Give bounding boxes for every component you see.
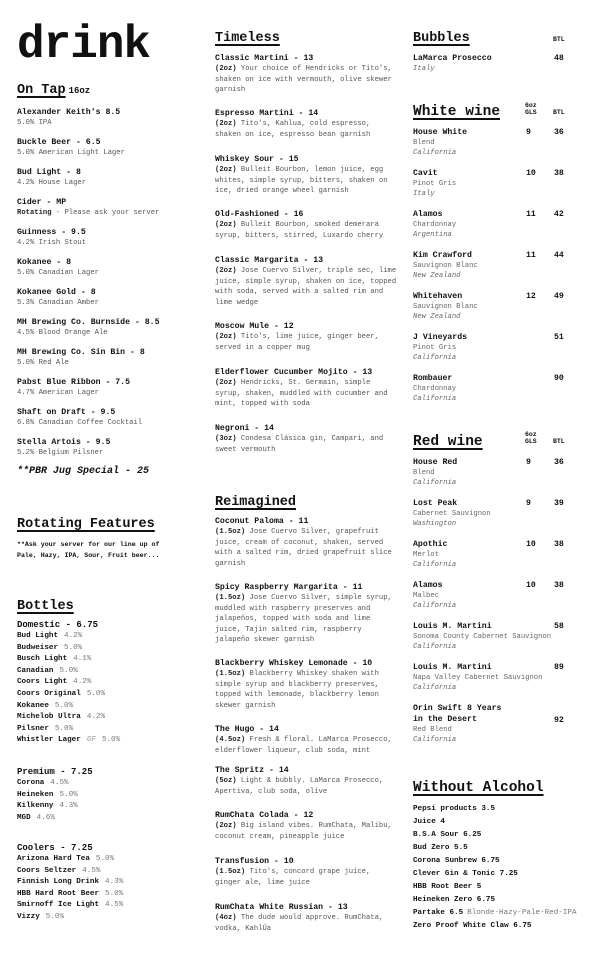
cocktail-name: Coconut Paloma - 11 [215,517,309,526]
tap-item-desc: 4.2% House Lager [17,179,87,187]
gls-column-label: 6oz GLS [525,431,537,445]
cocktail-name: The Hugo - 14 [215,725,279,734]
cocktail-desc: (2oz) Bulleit Bourbon, smoked demerara syrup, bitters, stirred, Luxardo cherry [215,221,384,240]
btl-price: 44 [554,251,564,260]
tap-item-desc: 4.2% Irish Stout [17,239,87,247]
wine-item: Louis M. Martini Napa Valley Cabernet Sauvignon California [413,663,543,692]
cocktail-name: Old-Fashioned - 16 [215,210,304,219]
tap-item-desc: 5.0% Canadian Lager [17,269,99,277]
tap-item-name: Pabst Blue Ribbon - 7.5 [17,378,131,387]
gluten-free-badge: GF [86,736,96,745]
red-wine-title: Red wine [413,434,483,450]
wine-item: Alamos Malbec California [413,581,457,610]
cocktail-desc: (4.5oz) Fresh & floral. LaMarca Prosecco, elderflower liqueur, club soda, mint [215,736,392,755]
tap-item-name: Kokanee Gold - 8 [17,288,96,297]
without-alcohol-header [413,778,544,796]
cocktail-item [215,902,400,934]
tap-item-desc [17,208,159,219]
rotating-header [17,514,155,532]
cocktail-item [215,658,400,711]
tap-item-name: Stella Artois - 9.5 [17,438,111,447]
bottle-item: Bud Light 4.2% [17,632,83,640]
tap-item-name: Cider - MP [17,198,67,207]
tap-item-name: Guinness - 9.5 [17,228,86,237]
tap-item-desc: 5.3% Canadian Amber [17,299,99,307]
cocktail-desc: (2oz) Jose Cuervo Silver, triple sec, lime juice, simple syrup, shaken on ice, topped with soda, served with a salted rim and lime wedge [215,267,397,307]
cocktail-item [215,321,400,353]
cocktail-desc: (2oz) Tito's, lime juice, ginger beer, served in a copper mug [215,333,379,352]
bottles-title: Bottles [17,599,74,614]
tap-item-desc: 5.0% American Light Lager [17,149,125,157]
on-tap-item [17,137,125,159]
cocktail-item [215,765,400,797]
btl-column-label: BTL [553,438,565,445]
rotating-title: Rotating Features [17,517,155,532]
cocktail-name: Blackberry Whiskey Lemonade - 10 [215,659,373,668]
cocktail-desc: (3oz) Condesa Clásica gin, Campari, and sweet vermouth [215,435,384,454]
tap-item-desc: 4.7% American Lager [17,389,99,397]
cocktail-name: The Spritz - 14 [215,766,289,775]
reimagined-title: Reimagined [215,495,297,510]
btl-price: 90 [554,374,564,383]
cocktail-name: Classic Martini - 13 [215,54,314,63]
bottle-item: Canadian 5.0% [17,666,78,675]
tap-item-name: Buckle Beer - 6.5 [17,138,101,147]
bottle-item: Arizona Hard Tea 5.0% [17,855,115,863]
tap-item-name: Shaft on Draft - 9.5 [17,408,116,417]
cocktail-name: Whiskey Sour - 15 [215,155,299,164]
na-item: B.S.A Sour 6.25 [413,831,482,839]
gls-column-label: 6oz GLS [525,102,537,116]
reimagined-header [215,492,296,510]
gls-price: 11 [526,251,536,260]
without-alcohol-title: Without Alcohol [413,780,544,796]
bottle-group-premium [17,766,93,824]
cocktail-desc: (1.5oz) Jose Cuervo Silver, simple syrup, muddled with raspberry preserves and jalapeños, topped with soda and lime juice, Tajin salted rim, raspberry jalapeño skewer garnish [215,594,392,644]
na-item: Clever Gin & Tonic 7.25 [413,870,518,878]
tap-item-desc-rest: - Please ask your server [51,209,160,217]
na-item: Juice 4 [413,818,445,826]
na-item: Partake 6.5 Blonde-Hazy-Pale-Red-IPA [413,909,577,917]
cocktail-item [215,856,400,888]
cocktail-item [215,53,400,96]
btl-column-label: BTL [553,109,565,116]
bubbles-header [413,28,470,46]
white-wine-title: White wine [413,104,501,120]
tap-item-name: MH Brewing Co. Sin Bin - 8 [17,348,145,357]
cocktail-item [215,209,400,241]
tap-item-desc: 6.8% Canadian Coffee Cocktail [17,419,143,427]
btl-price: 89 [554,663,564,672]
cocktail-item [215,582,400,646]
btl-price: 58 [554,622,564,631]
pbr-jug-special: **PBR Jug Special - 25 [17,466,150,477]
cocktail-desc: (2oz) Bulleit Bourbon, lemon juice, egg whites, simple syrup, bitters, shaken on ice, dried orange wheel garnish [215,166,388,195]
on-tap-item [17,407,142,429]
cocktail-desc: (2oz) Big island vibes. RumChata, Malibu, coconut cream, pineapple juice [215,822,392,841]
bottle-item: Heineken 5.0% [17,790,78,799]
cocktail-name: RumChata White Russian - 13 [215,903,348,912]
on-tap-size: 16oz [68,86,91,96]
wine-item: Alamos Chardonnay Argentina [413,210,457,239]
tap-item-desc: 5.0% IPA [17,119,52,127]
cocktail-desc: (1.5oz) Blackberry Whiskey shaken with simple syrup and blackberry preserves, topped with lemonade, blackberry lemon skewer garnish [215,670,379,710]
cocktail-item [215,423,400,455]
bottle-item: Finnish Long Drink 4.3% [17,878,124,887]
btl-price: 92 [554,716,564,725]
bottle-item: Budweiser 5.0% [17,643,83,652]
bottle-item: HBB Hard Root Beer 5.0% [17,889,124,898]
btl-price: 49 [554,292,564,301]
wine-item: Whitehaven Sauvignon Blanc New Zealand [413,292,478,321]
bottle-group-coolers [17,842,123,924]
bottle-item: Kilkenny 4.3% [17,802,78,811]
cocktail-desc: (2oz) Your choice of Hendricks or Tito's, shaken on ice with vermouth, olive skewer garnish [215,65,392,94]
tap-item-desc: 5.0% Red Ale [17,359,69,367]
tap-item-name: Alexander Keith's 8.5 [17,108,121,117]
rotating-note [17,539,159,561]
btl-price: 38 [554,581,564,590]
bottle-group-heading: Premium - 7.25 [17,767,93,777]
timeless-header [215,28,280,46]
cocktail-name: Elderflower Cucumber Mojito - 13 [215,368,373,377]
cocktail-item [215,810,400,842]
cocktail-name: Espresso Martini - 14 [215,109,319,118]
bottle-item: Busch Light 4.1% [17,655,92,664]
na-item: Zero Proof White Claw 6.75 [413,922,532,930]
gls-price: 10 [526,581,536,590]
on-tap-item [17,437,110,459]
cocktail-desc: (5oz) Light & bubbly. LaMarca Prosecco, Apertiva, club soda, olive [215,777,384,796]
gls-price: 12 [526,292,536,301]
btl-price: 36 [554,128,564,137]
white-wine-header [413,102,500,120]
cocktail-name: Negroni - 14 [215,424,274,433]
on-tap-item [17,377,130,399]
tap-item-name: Kokanee - 8 [17,258,72,267]
tap-item-name: MH Brewing Co. Burnside - 8.5 [17,318,160,327]
tap-item-desc: 4.5% Blood Orange Ale [17,329,108,337]
bottle-item: Pilsner 5.0% [17,724,74,733]
on-tap-item [17,197,159,219]
cocktail-item [215,367,400,410]
cocktail-item [215,108,400,140]
wine-item: Rombauer Chardonnay California [413,374,457,403]
na-item-note: Blonde-Hazy-Pale-Red-IPA [467,909,577,917]
on-tap-title: On Tap [17,83,66,98]
bottle-item: Whistler Lager GF 5.0% [17,736,121,745]
bottle-item: Michelob Ultra 4.2% [17,713,106,722]
wine-item: House White Blend California [413,128,468,157]
tap-item-desc: 5.2% Belgium Pilsner [17,449,104,457]
na-item: Heineken Zero 6.75 [413,896,496,904]
gls-price: 10 [526,169,536,178]
timeless-title: Timeless [215,31,280,46]
bottle-item: Coors Light 4.2% [17,678,92,687]
bubbles-title: Bubbles [413,31,470,46]
bottle-group-domestic [17,619,120,747]
wine-item: House Red Blend California [413,458,458,487]
wine-item: J Vineyards Pinot Gris California [413,333,468,362]
cocktail-desc: (2oz) Tito's, Kahlua, cold espresso, shaken on ice, espresso bean garnish [215,120,371,139]
bottle-item: Vizzy 5.0% [17,912,65,921]
na-item: Corona Sunbrew 6.75 [413,857,500,865]
btl-price: 38 [554,540,564,549]
bottle-group-heading: Coolers - 7.25 [17,843,93,853]
on-tap-item [17,287,99,309]
red-wine-header [413,432,483,450]
rotating-note-line: **Ask your server for our line up of [17,541,160,548]
rotating-note-line: Pale, Hazy, IPA, Sour, Fruit beer... [17,552,160,559]
gls-price: 10 [526,540,536,549]
cocktail-name: Transfusion - 10 [215,857,294,866]
btl-column-label: BTL [553,36,565,43]
cocktail-desc: (4oz) The dude would approve. RumChata, vodka, KahlÚa [215,914,384,933]
on-tap-item [17,167,86,189]
gls-price: 9 [526,128,531,137]
bottle-group-heading: Domestic - 6.75 [17,620,99,630]
wine-item: Louis M. Martini Sonoma County Cabernet Sauvignon California [413,622,552,651]
cocktail-item [215,255,400,308]
wine-item [413,53,492,74]
bottle-item: Kokanee 5.0% [17,701,74,710]
wine-name: LaMarca Prosecco [413,54,492,63]
menu-logo: drink [17,19,151,71]
btl-price: 51 [554,333,564,342]
cocktail-name: Spicy Raspberry Margarita - 11 [215,583,363,592]
gls-price: 11 [526,210,536,219]
on-tap-item [17,347,145,369]
btl-price: 36 [554,458,564,467]
cocktail-desc: (2oz) Hendricks, St. Germain, simple syrup, shaken, muddled with cucumber and mint, topped with soda [215,379,388,408]
on-tap-item [17,317,160,339]
na-item: Bud Zero 5.5 [413,844,468,852]
wine-region: Italy [413,65,435,73]
wine-item: Kim Crawford Sauvignon Blanc New Zealand [413,251,478,280]
on-tap-item [17,257,99,279]
btl-price: 38 [554,169,564,178]
on-tap-item [17,107,120,129]
tap-item-name: Bud Light - 8 [17,168,81,177]
na-drinks-list [413,803,577,933]
na-item: Pepsi products 3.5 [413,805,496,813]
wine-item: Apothic Merlot California [413,540,457,569]
cocktail-name: Classic Margarita - 13 [215,256,324,265]
cocktail-name: RumChata Colada - 12 [215,811,314,820]
bottle-item: Corona 4.5% [17,779,69,787]
gls-price: 9 [526,458,531,467]
bottles-header [17,596,74,614]
bottle-item: MGD 4.6% [17,813,55,822]
wine-item: Lost Peak Cabernet Sauvignon Washington [413,499,491,528]
cocktail-item [215,516,400,569]
wine-item: Cavit Pinot Gris Italy [413,169,457,198]
cocktail-desc: (1.5oz) Jose Cuervo Silver, grapefruit juice, cream of coconut, shaken, served with a salted rim, dried grapefruit slice garnish [215,528,392,568]
cocktail-item [215,724,400,756]
wine-item: Orin Swift 8 Years in the Desert Red Blend California [413,704,502,744]
tap-item-desc-bold: Rotating [17,209,52,217]
on-tap-item [17,227,86,249]
btl-price: 48 [554,54,564,63]
bottle-item: Smirnoff Ice Light 4.5% [17,901,124,910]
gls-price: 9 [526,499,531,508]
btl-price: 42 [554,210,564,219]
bottle-item: Coors Original 5.0% [17,689,106,698]
cocktail-item [215,154,400,197]
cocktail-desc: (1.5oz) Tito's, concord grape juice, ginger ale, lime juice [215,868,371,887]
btl-price: 39 [554,499,564,508]
cocktail-name: Moscow Mule - 12 [215,322,294,331]
bottle-item: Coors Seltzer 4.5% [17,866,101,875]
na-item: HBB Root Beer 5 [413,883,482,891]
on-tap-header [17,80,90,98]
